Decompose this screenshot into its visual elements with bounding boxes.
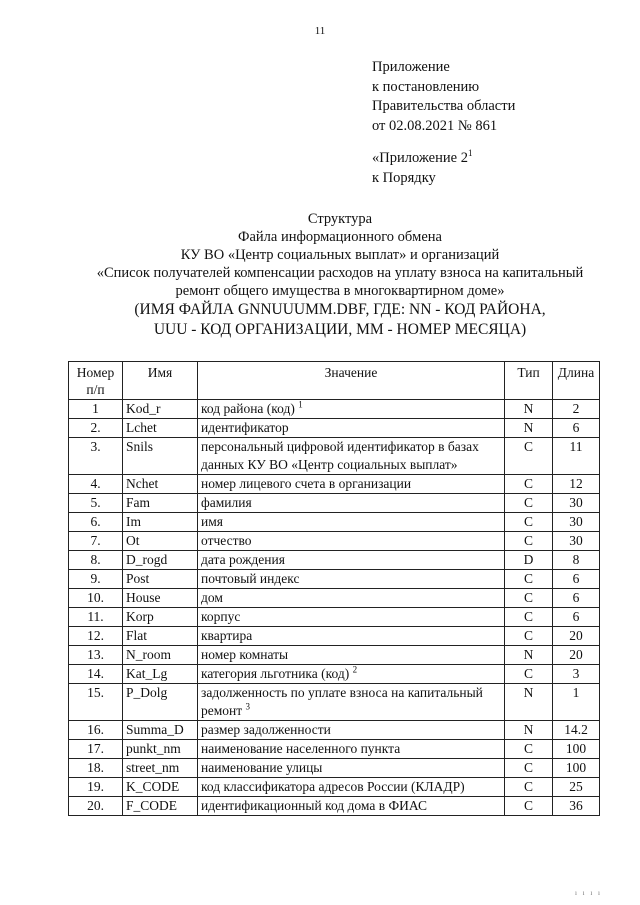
header-length: Длина xyxy=(553,362,600,400)
cell-length: 36 xyxy=(553,797,600,816)
title-line: ремонт общего имущества в многоквартирном доме» xyxy=(175,283,505,299)
header-name: Имя xyxy=(123,362,198,400)
cell-length: 20 xyxy=(553,646,600,665)
table-body xyxy=(69,400,600,816)
cell-number: 13. xyxy=(69,646,123,665)
cell-number: 1 xyxy=(69,400,123,419)
cell-name: K_CODE xyxy=(123,778,198,797)
cell-number: 6. xyxy=(69,513,123,532)
cell-length: 1 xyxy=(553,684,600,721)
cell-value: фамилия xyxy=(198,494,505,513)
table-row xyxy=(69,627,600,646)
table-row xyxy=(69,438,600,475)
cell-number: 12. xyxy=(69,627,123,646)
annex-superscript: 1 xyxy=(467,148,473,159)
table-row xyxy=(69,570,600,589)
cell-length: 20 xyxy=(553,627,600,646)
cell-number: 17. xyxy=(69,740,123,759)
cell-value: квартира xyxy=(198,627,505,646)
cell-length: 6 xyxy=(553,419,600,438)
cell-type: N xyxy=(505,684,553,721)
cell-name: punkt_nm xyxy=(123,740,198,759)
title-file-name-line: UUU - КОД ОРГАНИЗАЦИИ, MM - НОМЕР МЕСЯЦА) xyxy=(153,321,527,338)
table-row xyxy=(69,608,600,627)
cell-value: персональный цифровой идентификатор в базах данных КУ ВО «Центр социальных выплат» xyxy=(198,438,505,475)
cell-length: 100 xyxy=(553,740,600,759)
cell-type: C xyxy=(505,513,553,532)
cell-length: 30 xyxy=(553,494,600,513)
cell-value: идентификационный код дома в ФИАС xyxy=(198,797,505,816)
cell-name: N_room xyxy=(123,646,198,665)
cell-number: 10. xyxy=(69,589,123,608)
cell-type: D xyxy=(505,551,553,570)
cell-number: 16. xyxy=(69,721,123,740)
cell-name: Kod_r xyxy=(123,400,198,419)
table-row xyxy=(69,400,600,419)
cell-number: 11. xyxy=(69,608,123,627)
cell-number: 20. xyxy=(69,797,123,816)
cell-length: 12 xyxy=(553,475,600,494)
cell-value: почтовый индекс xyxy=(198,570,505,589)
cell-value: идентификатор xyxy=(198,419,505,438)
cell-length: 3 xyxy=(553,665,600,684)
cell-number: 7. xyxy=(69,532,123,551)
cell-name: D_rogd xyxy=(123,551,198,570)
cell-number: 19. xyxy=(69,778,123,797)
cell-type: N xyxy=(505,646,553,665)
cell-name: Fam xyxy=(123,494,198,513)
cell-type: C xyxy=(505,759,553,778)
table-row xyxy=(69,684,600,721)
table-header-row xyxy=(69,362,600,400)
table-row xyxy=(69,532,600,551)
structure-table xyxy=(68,361,600,816)
cell-name: Post xyxy=(123,570,198,589)
title-file-name-line: (ИМЯ ФАЙЛА GNNUUUMM.DBF, ГДЕ: NN - КОД РАЙОНА, xyxy=(134,301,546,318)
cell-number: 5. xyxy=(69,494,123,513)
cell-value: дом xyxy=(198,589,505,608)
appendix-block xyxy=(372,58,515,188)
cell-length: 6 xyxy=(553,570,600,589)
cell-name: Korp xyxy=(123,608,198,627)
cell-value: номер лицевого счета в организации xyxy=(198,475,505,494)
cell-number: 9. xyxy=(69,570,123,589)
cell-name: Snils xyxy=(123,438,198,475)
table-row xyxy=(69,589,600,608)
cell-type: C xyxy=(505,570,553,589)
annex-line: к Порядку xyxy=(372,169,436,186)
cell-length: 30 xyxy=(553,513,600,532)
scan-mark: ı ı ı ı xyxy=(574,889,602,897)
cell-name: Ot xyxy=(123,532,198,551)
cell-number: 18. xyxy=(69,759,123,778)
cell-type: C xyxy=(505,475,553,494)
appendix-line: к постановлению xyxy=(372,78,480,95)
table-row xyxy=(69,778,600,797)
cell-value: отчество xyxy=(198,532,505,551)
cell-value: код района (код) $^1$ xyxy=(198,400,505,419)
cell-name: street_nm xyxy=(123,759,198,778)
cell-value: корпус xyxy=(198,608,505,627)
title-line: «Список получателей компенсации расходов на уплату взноса на капитальный xyxy=(96,265,584,281)
cell-value: размер задолженности xyxy=(198,721,505,740)
cell-length: 6 xyxy=(553,608,600,627)
appendix-line: от 02.08.2021 № 861 xyxy=(372,117,498,134)
cell-name: Summa_D xyxy=(123,721,198,740)
cell-number: 14. xyxy=(69,665,123,684)
cell-type: C xyxy=(505,778,553,797)
table-row xyxy=(69,665,600,684)
footnote-marker: 3 xyxy=(245,701,251,712)
cell-name: Flat xyxy=(123,627,198,646)
table-row xyxy=(69,646,600,665)
cell-type: C xyxy=(505,608,553,627)
cell-value: задолженность по уплате взноса на капитальный ремонт $^3$ xyxy=(198,684,505,721)
cell-type: N xyxy=(505,400,553,419)
cell-length: 2 xyxy=(553,400,600,419)
table-row xyxy=(69,419,600,438)
cell-type: N xyxy=(505,419,553,438)
cell-value: имя xyxy=(198,513,505,532)
cell-value: категория льготника (код) $^2$ xyxy=(198,665,505,684)
cell-number: 3. xyxy=(69,438,123,475)
annex-label: «Приложение $2^1$ xyxy=(372,148,473,166)
cell-name: F_CODE xyxy=(123,797,198,816)
title-line: Файла информационного обмена xyxy=(238,229,442,245)
cell-number: 15. xyxy=(69,684,123,721)
cell-value: дата рождения xyxy=(198,551,505,570)
cell-length: 30 xyxy=(553,532,600,551)
footnote-marker: 1 xyxy=(298,399,303,410)
cell-length: 11 xyxy=(553,438,600,475)
cell-type: C xyxy=(505,438,553,475)
table-row xyxy=(69,740,600,759)
cell-length: 25 xyxy=(553,778,600,797)
cell-length: 6 xyxy=(553,589,600,608)
cell-type: C xyxy=(505,665,553,684)
cell-length: 14.2 xyxy=(553,721,600,740)
page-number: 11 xyxy=(314,25,326,37)
header-type: Тип xyxy=(505,362,553,400)
cell-name: P_Dolg xyxy=(123,684,198,721)
header-number: Номер п/п xyxy=(69,362,123,400)
cell-number: 2. xyxy=(69,419,123,438)
cell-type: C xyxy=(505,589,553,608)
cell-number: 4. xyxy=(69,475,123,494)
table-row xyxy=(69,721,600,740)
appendix-line: Правительства области xyxy=(372,98,516,114)
cell-type: C xyxy=(505,532,553,551)
cell-name: Nchet xyxy=(123,475,198,494)
document-title xyxy=(60,210,620,340)
table-row xyxy=(69,494,600,513)
cell-type: C xyxy=(505,797,553,816)
cell-name: House xyxy=(123,589,198,608)
cell-length: 8 xyxy=(553,551,600,570)
cell-type: N xyxy=(505,721,553,740)
title-line: КУ ВО «Центр социальных выплат» и организаций xyxy=(180,247,500,263)
footnote-marker: 2 xyxy=(352,664,358,675)
cell-value: номер комнаты xyxy=(198,646,505,665)
cell-number: 8. xyxy=(69,551,123,570)
cell-name: Lchet xyxy=(123,419,198,438)
cell-type: C xyxy=(505,494,553,513)
cell-type: C xyxy=(505,627,553,646)
header-value: Значение xyxy=(198,362,505,400)
cell-value: код классификатора адресов России (КЛАДР) xyxy=(198,778,505,797)
cell-length: 100 xyxy=(553,759,600,778)
table-row xyxy=(69,513,600,532)
title-line: Структура xyxy=(307,211,373,227)
cell-name: Im xyxy=(123,513,198,532)
appendix-line: Приложение xyxy=(372,59,450,75)
table-row xyxy=(69,759,600,778)
cell-value: наименование улицы xyxy=(198,759,505,778)
table-row xyxy=(69,475,600,494)
table-row xyxy=(69,797,600,816)
cell-name: Kat_Lg xyxy=(123,665,198,684)
table-row xyxy=(69,551,600,570)
cell-type: C xyxy=(505,740,553,759)
cell-value: наименование населенного пункта xyxy=(198,740,505,759)
